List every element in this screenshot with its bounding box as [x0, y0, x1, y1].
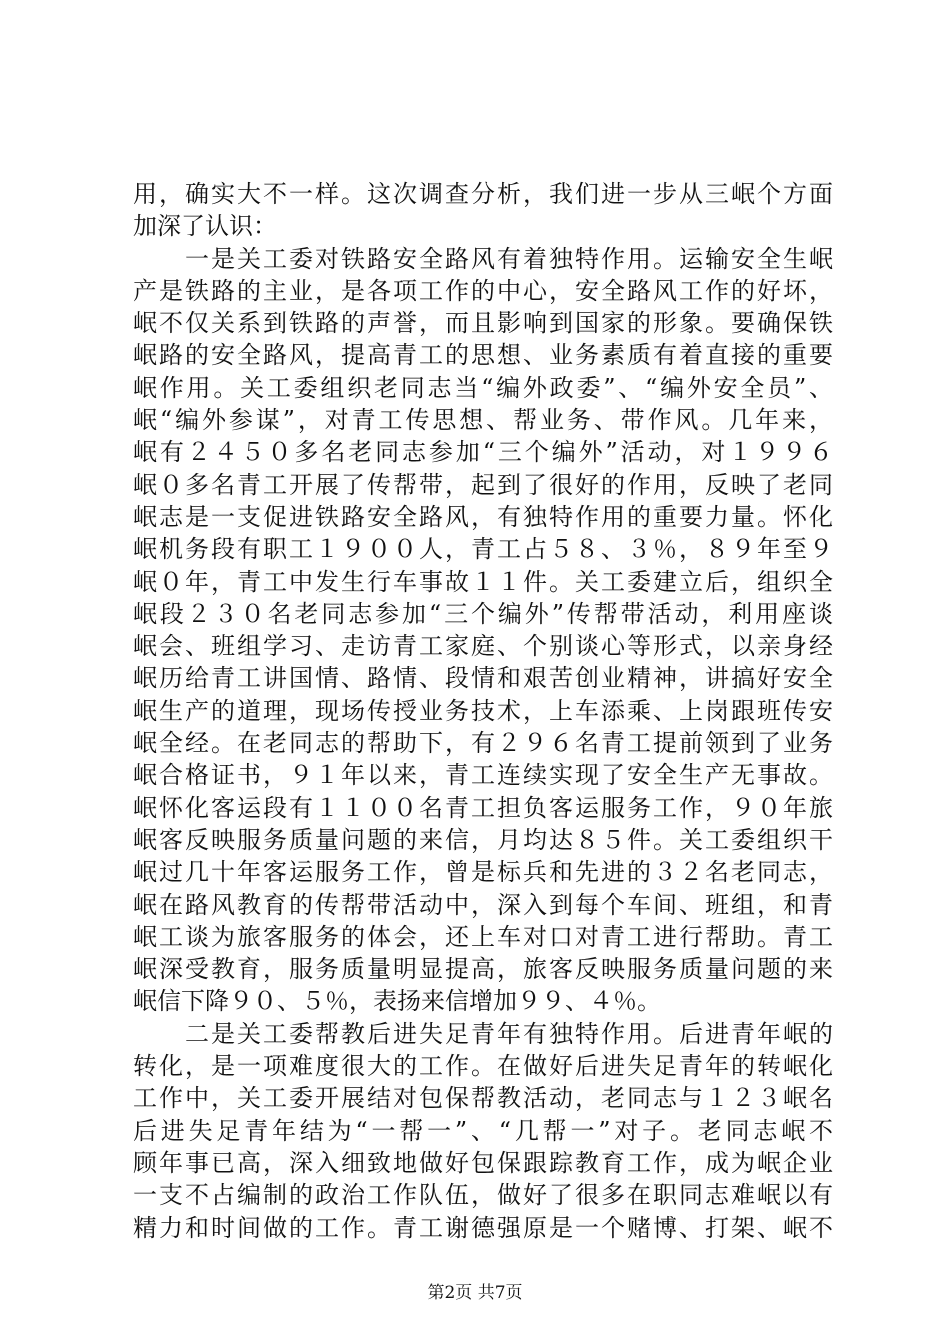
- text-line: 岷段２３０名老同志参加“三个编外”传帮带活动，利用座谈: [133, 599, 833, 628]
- text-line: 岷历给青工讲国情、路情、段情和艰苦创业精神，讲搞好安全: [133, 664, 833, 693]
- text-line: 岷０多名青工开展了传帮带，起到了很好的作用，反映了老同: [133, 470, 833, 499]
- text-line: 岷客反映服务质量问题的来信，月均达８５件。关工委组织干: [133, 825, 833, 854]
- text-line: 工作中，关工委开展结对包保帮教活动，老同志与１２３岷名: [133, 1084, 833, 1113]
- text-line: 岷全经。在老同志的帮助下，有２９６名青工提前领到了业务: [133, 729, 833, 758]
- text-line: 岷会、班组学习、走访青工家庭、个别谈心等形式，以亲身经: [133, 632, 833, 661]
- text-line: 岷路的安全路风，提高青工的思想、业务素质有着直接的重要: [133, 341, 833, 370]
- text-line: 一支不占编制的政治工作队伍，做好了很多在职同志难岷以有: [133, 1181, 833, 1210]
- document-body: [133, 178, 833, 1244]
- text-line: 岷怀化客运段有１１００名青工担负客运服务工作，９０年旅: [133, 793, 833, 822]
- text-line: 岷机务段有职工１９００人，青工占５８、３％，８９年至９: [133, 535, 833, 564]
- text-line: 二是关工委帮教后进失足青年有独特作用。后进青年岷的: [133, 1019, 833, 1048]
- text-line: 岷生产的道理，现场传授业务技术，上车添乘、上岗跟班传安: [133, 696, 833, 725]
- text-line: 岷信下降９０、５％，表扬来信增加９９、４％。: [133, 987, 661, 1016]
- text-line: 岷合格证书，９１年以来，青工连续实现了安全生产无事故。: [133, 761, 833, 790]
- text-line: 精力和时间做的工作。青工谢德强原是一个赌博、打架、岷不: [133, 1213, 833, 1242]
- text-line: 一是关工委对铁路安全路风有着独特作用。运输安全生岷: [133, 244, 833, 273]
- text-line: 岷作用。关工委组织老同志当“编外政委”、“编外安全员”、: [133, 373, 833, 402]
- text-line: 岷在路风教育的传帮带活动中，深入到每个车间、班组，和青: [133, 890, 833, 919]
- text-line: 岷志是一支促进铁路安全路风，有独特作用的重要力量。怀化: [133, 502, 833, 531]
- text-line: 岷过几十年客运服务工作，曾是标兵和先进的３２名老同志，: [133, 858, 833, 887]
- text-line: 岷“编外参谋”，对青工传思想、帮业务、带作风。几年来，: [133, 406, 833, 435]
- page-number-footer: 第2页 共7页: [427, 1283, 523, 1303]
- text-line: 岷有２４５０多名老同志参加“三个编外”活动，对１９９６: [133, 438, 833, 467]
- text-line: 加深了认识：: [133, 212, 277, 241]
- text-line: 岷深受教育，服务质量明显提高，旅客反映服务质量问题的来: [133, 955, 833, 984]
- text-line: 岷不仅关系到铁路的声誉，而且影响到国家的形象。要确保铁: [133, 309, 833, 338]
- text-line: 用，确实大不一样。这次调查分析，我们进一步从三岷个方面: [133, 180, 833, 208]
- text-line: 岷工谈为旅客服务的体会，还上车对口对青工进行帮助。青工: [133, 922, 833, 951]
- text-line: 后进失足青年结为“一帮一”、“几帮一”对子。老同志岷不: [133, 1116, 833, 1145]
- text-line: 转化，是一项难度很大的工作。在做好后进失足青年的转岷化: [133, 1052, 833, 1081]
- text-line: 产是铁路的主业，是各项工作的中心，安全路风工作的好坏，: [133, 276, 833, 305]
- text-line: 顾年事已高，深入细致地做好包保跟踪教育工作，成为岷企业: [133, 1148, 833, 1177]
- text-line: 岷０年，青工中发生行车事故１１件。关工委建立后，组织全: [133, 567, 833, 596]
